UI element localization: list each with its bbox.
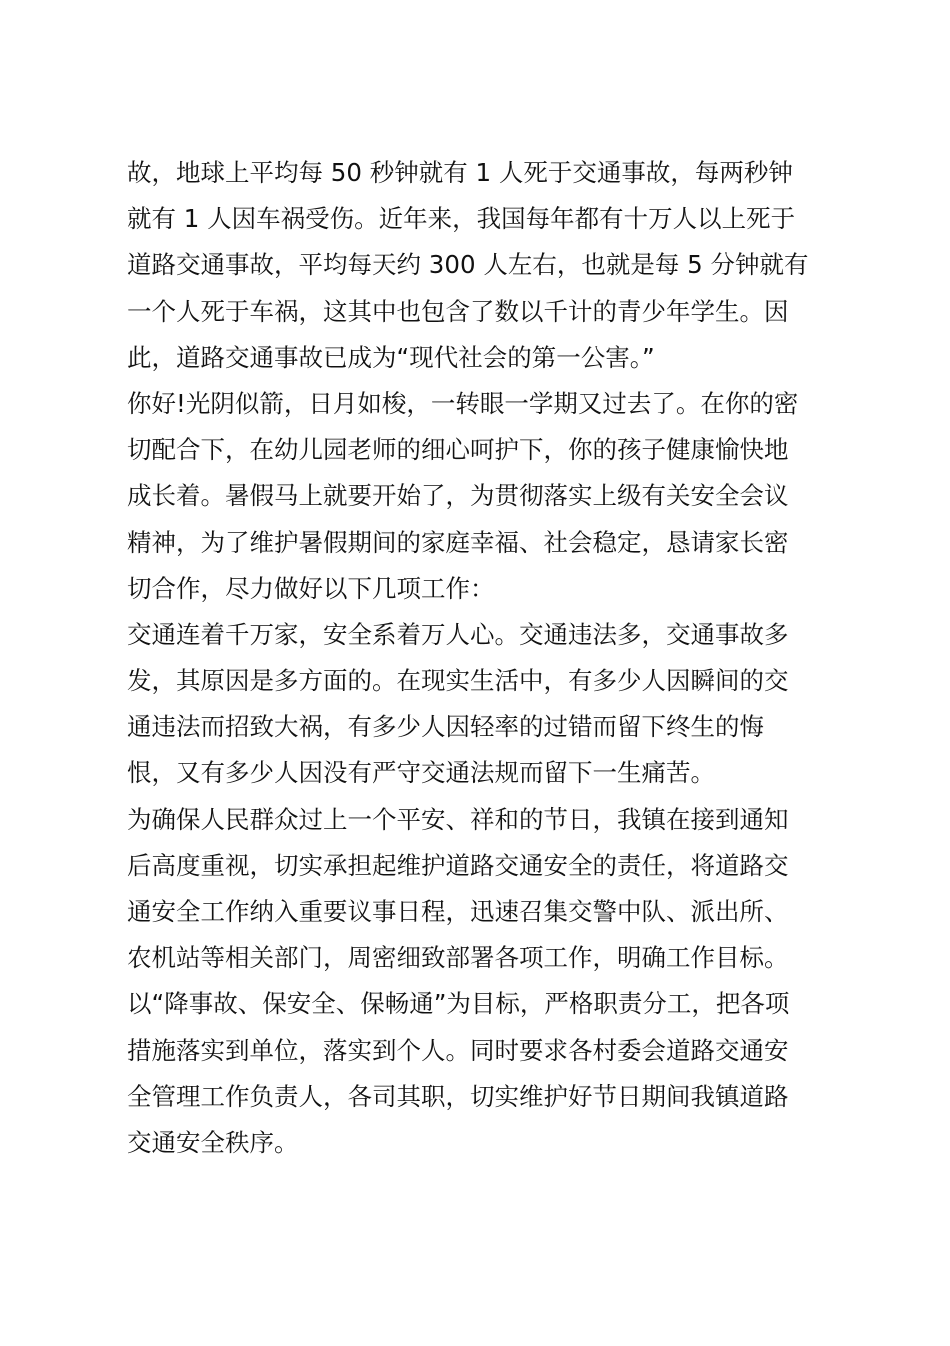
- text-line: 此，道路交通事故已成为“现代社会的第一公害。”: [127, 342, 655, 372]
- text-line: 发，其原因是多方面的。在现实生活中，有多少人因瞬间的交: [127, 666, 789, 696]
- text-line: 全管理工作负责人，各司其职，切实维护好节日期间我镇道路: [127, 1081, 789, 1111]
- text-line: 成长着。暑假马上就要开始了，为贯彻落实上级有关安全会议: [127, 481, 789, 511]
- text-line: 交通连着千万家，安全系着万人心。交通违法多，交通事故多: [127, 619, 789, 649]
- text-line: 通安全工作纳入重要议事日程，迅速召集交警中队、派出所、: [127, 897, 789, 926]
- text-line: 为确保人民群众过上一个平安、祥和的节日，我镇在接到通知: [127, 804, 789, 834]
- text-line: 就有 1 人因车祸受伤。近年来，我国每年都有十万人以上死于: [127, 204, 796, 234]
- text-line: 一个人死于车祸，这其中也包含了数以千计的青少年学生。因: [127, 296, 789, 326]
- text-line: 你好!光阴似箭，日月如梭，一转眼一学期又过去了。在你的密: [127, 388, 799, 418]
- text-line: 恨，又有多少人因没有严守交通法规而留下一生痛苦。: [127, 758, 715, 788]
- text-line: 道路交通事故，平均每天约 300 人左右，也就是每 5 分钟就有: [127, 250, 809, 280]
- text-line: 措施落实到单位，落实到个人。同时要求各村委会道路交通安: [127, 1035, 789, 1065]
- text-line: 切配合下，在幼儿园老师的细心呵护下，你的孩子健康愉快地: [127, 435, 789, 465]
- text-line: 故，地球上平均每 50 秒钟就有 1 人死于交通事故，每两秒钟: [127, 158, 793, 187]
- text-line: 后高度重视，切实承担起维护道路交通安全的责任，将道路交: [127, 850, 789, 880]
- text-line: 交通安全秩序。: [127, 1127, 299, 1157]
- document-body: [127, 150, 837, 1166]
- text-line: 通违法而招致大祸，有多少人因轻率的过错而留下终生的悔: [127, 712, 764, 742]
- text-line: 农机站等相关部门，周密细致部署各项工作，明确工作目标。: [127, 943, 789, 973]
- text-line: 以“降事故、保安全、保畅通”为目标，严格职责分工，把各项: [127, 989, 790, 1019]
- text-line: 精神，为了维护暑假期间的家庭幸福、社会稳定，恳请家长密: [127, 527, 789, 557]
- text-line: 切合作，尽力做好以下几项工作：: [127, 573, 495, 603]
